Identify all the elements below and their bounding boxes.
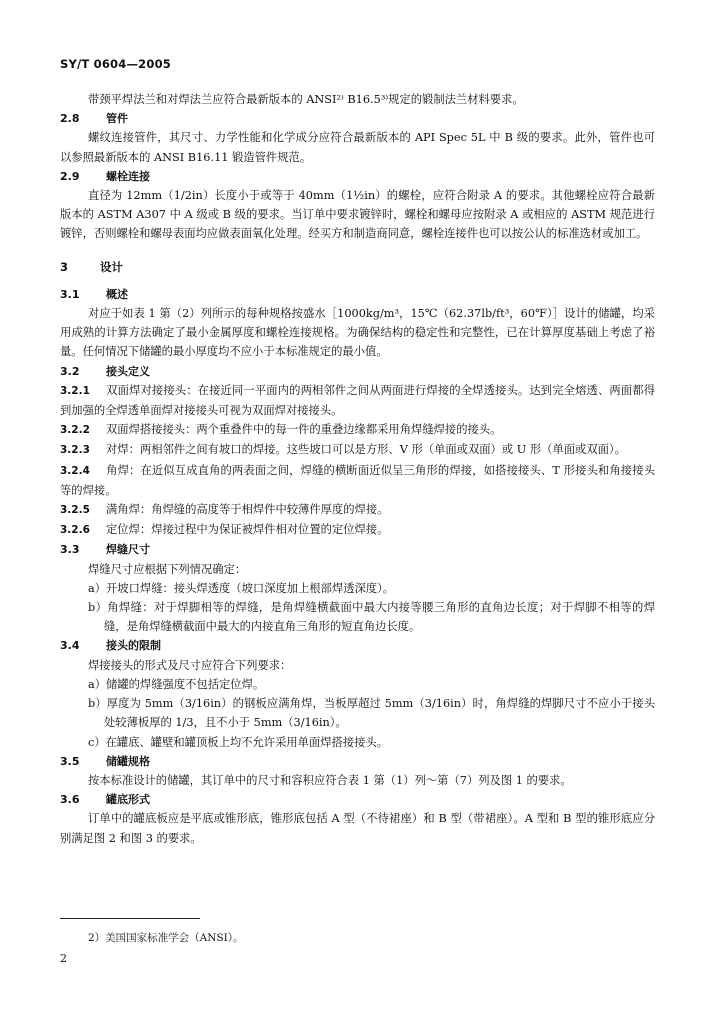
section-3-6-heading: 3.6 罐底形式 (60, 793, 150, 807)
section-3-3-lead: 焊缝尺寸应根据下列情况确定： (88, 562, 247, 576)
section-3-6-paragraph: 订单中的罐底板应是平底或锥形底，锥形底包括 A 型（不待裙座）和 B 型（带裙座）。A 型和 B 型的锥形底应分别满足图 2 和图 3 的要求。 (60, 812, 655, 845)
clause-3-2-4: 3.2.4 角焊：在近似互成直角的两表面之间，焊缝的横断面近似呈三角形的焊接，如搭接接头、T 形接头和角接接头等的焊接。 (60, 463, 655, 497)
clause-3-2-6: 3.2.6 定位焊：焊接过程中为保证被焊件相对位置的定位焊接。 (60, 523, 389, 537)
section-3-4-list (88, 675, 655, 752)
section-3-3-list (88, 579, 655, 637)
list-item: a）储罐的焊缝强度不包括定位焊。 (88, 677, 265, 691)
clause-3-2-1: 3.2.1 双面焊对接接头：在接近同一平面内的两相邻件之间从两面进行焊接的全焊透接头。达到完全熔透、两面都得到加强的全焊透单面焊对接接头可视为双面焊对接接头。 (60, 383, 655, 418)
footnote: 2）美国国家标准学会（ANSI）。 (88, 932, 244, 944)
section-3-4-heading: 3.4 接头的限制 (60, 639, 161, 653)
list-item: a）开坡口焊缝：接头焊透度（坡口深度加上根部焊透深度）。 (88, 581, 395, 595)
section-2-8-heading: 2.8 管件 (60, 112, 128, 126)
clause-3-2-5: 3.2.5 满角焊：角焊缝的高度等于相焊件中较薄件厚度的焊接。 (60, 503, 389, 517)
section-3-5-heading: 3.5 储罐规格 (60, 754, 150, 768)
page-content (60, 90, 655, 848)
section-3-2-heading: 3.2 接头定义 (60, 364, 150, 378)
list-item: b）角焊缝：对于焊脚相等的焊缝，是角焊缝横截面中最大内接等腰三角形的直角边长度；对于焊脚不相等的焊缝，是角焊缝横截面中最大的内接直角三角形的短直角边长度。 (88, 601, 655, 634)
page-number: 2 (60, 952, 67, 965)
clause-3-2-3: 3.2.3 对焊：两相邻件之间有坡口的焊接。这些坡口可以是方形、V 形（单面或双面）或 U 形（单面或双面）。 (60, 443, 626, 457)
section-3-4-lead: 焊接接头的形式及尺寸应符合下列要求： (88, 658, 292, 672)
section-3-1-heading: 3.1 概述 (60, 287, 128, 301)
clause-3-2-2: 3.2.2 双面焊搭接接头：两个重叠件中的每一件的重叠边缘都采用角焊缝焊接的接头。 (60, 423, 502, 437)
section-3-3-heading: 3.3 焊缝尺寸 (60, 543, 150, 557)
intro-paragraph: 带颈平焊法兰和对焊法兰应符合最新版本的 ANSI²⁾ B16.5³⁾规定的锻制法兰材料要求。 (88, 93, 524, 106)
section-3-1-paragraph: 对应于如表 1 第（2）列所示的每种规格按盛水［1000kg/m³，15℃（62.37lb/ft³，60℉）］设计的储罐，均采用成熟的计算方法确定了最小金属厚度和螺栓连接规格。为确保结构的稳定性和完整性，已在计算厚度基础上考虑了裕量。任何情况下储罐的最小厚度均不应小于本标准规定的最小值。 (60, 307, 655, 359)
section-3-5-paragraph: 按本标准设计的储罐，其订单中的尺寸和容积应符合表 1 第（1）列～第（7）列及图 1 的要求。 (88, 773, 572, 787)
list-item: c）在罐底、罐壁和罐顶板上均不允许采用单面焊搭接接头。 (88, 735, 389, 749)
section-3-heading: 3 设计 (60, 259, 123, 274)
footnote-divider (60, 918, 200, 919)
list-item: b）厚度为 5mm（3/16in）的钢板应满角焊，当板厚超过 5mm（3/16in）时，角焊缝的焊脚尺寸不应小于接头处较薄板厚的 1/3，且不小于 5mm（3/16in）。 (88, 697, 655, 730)
section-2-9-paragraph: 直径为 12mm（1/2in）长度小于或等于 40mm（1½in）的螺栓，应符合附录 A 的要求。其他螺栓应符合最新版本的 ASTM A307 中 A 级或 B 级的要求。当订单中要求镀锌时，螺栓和螺母应按附录 A 或相应的 ASTM 规范进行镀锌，否则螺栓和螺母表面均应做表面氧化处理。经买方和制造商同意，螺栓连接件也可以按公认的标准选材或加工。 (60, 189, 655, 241)
standard-code-header: SY/T 0604—2005 (60, 57, 171, 71)
section-2-8-paragraph: 螺纹连接管件，其尺寸、力学性能和化学成分应符合最新版本的 API Spec 5L 中 B 级的要求。此外，管件也可以参照最新版本的 ANSI B16.11 锻造管件规范。 (60, 131, 655, 164)
section-2-9-heading: 2.9 螺栓连接 (60, 169, 150, 183)
